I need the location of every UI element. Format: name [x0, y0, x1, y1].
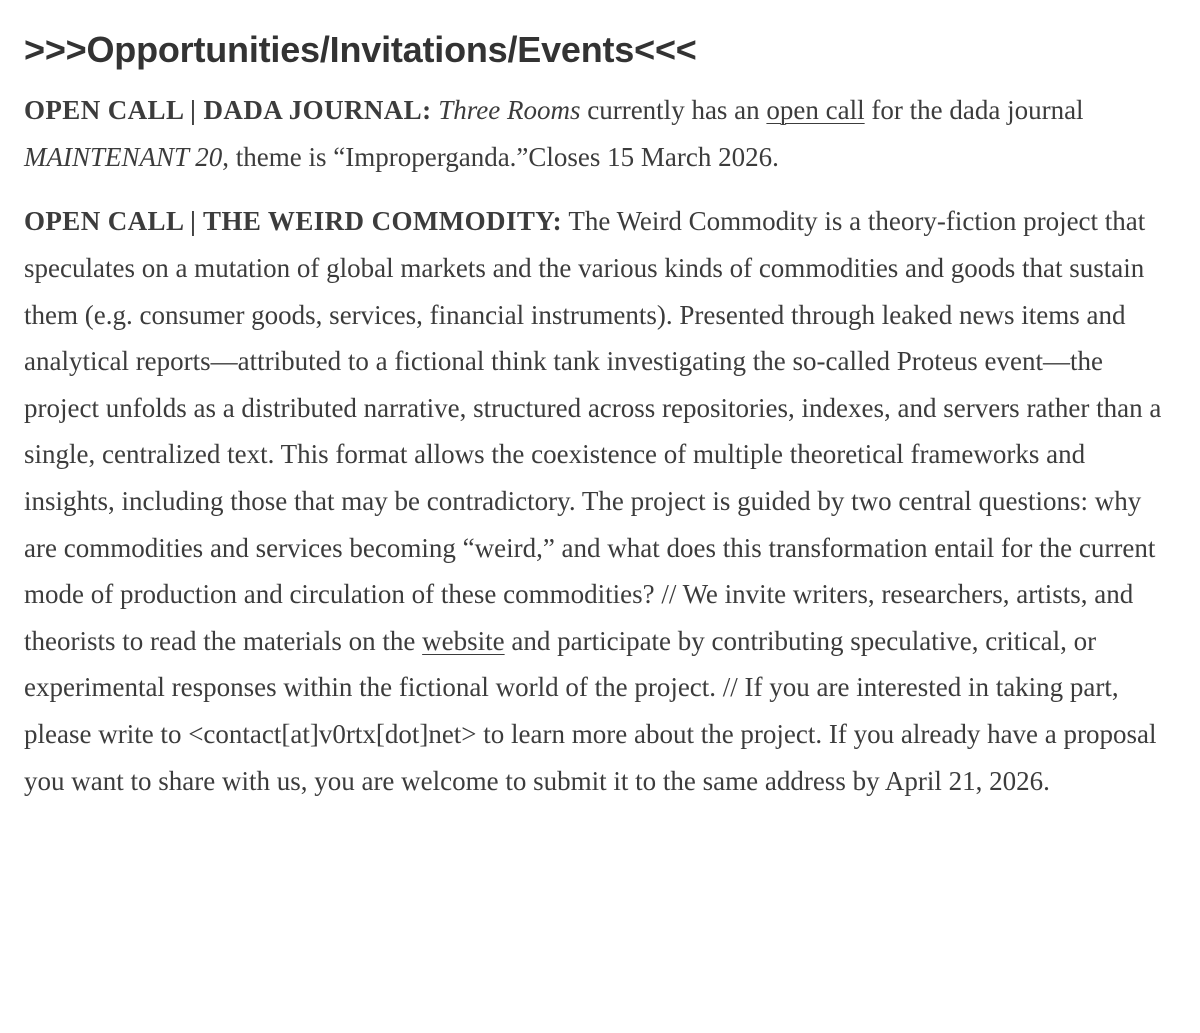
dada-text-1: currently has an	[580, 95, 767, 126]
three-rooms-title: Three Rooms	[438, 95, 581, 126]
website-link[interactable]: website	[422, 625, 505, 656]
weird-commodity-text-2: and participate by contributing speculative, critical, or experimental responses within the fictional world of the project. // If you are interested in taking part, please write to <contact[at]v0rtx[dot]net> to learn more about the project. If you already have a proposal you want to share with us, you are welcome to submit it to the same address by April 21, 2026.	[24, 625, 1157, 796]
dada-text-2: for the dada journal	[864, 95, 1084, 126]
dada-text-3: , theme is “Improperganda.”Closes 15 March 2026.	[222, 141, 779, 172]
weird-commodity-lead: OPEN CALL | THE WEIRD COMMODITY:	[24, 206, 563, 237]
weird-commodity-call	[24, 198, 1176, 804]
maintenant-title: MAINTENANT 20	[24, 141, 223, 172]
section-heading: >>>Opportunities/Invitations/Events<<<	[24, 29, 697, 70]
dada-journal-lead: OPEN CALL | DADA JOURNAL:	[24, 95, 432, 126]
weird-commodity-text-1: The Weird Commodity is a theory-fiction project that speculates on a mutation of global markets and the various kinds of commodities and goods that sustain them (e.g. consumer goods, services, financial instruments). Presented through leaked news items and analytical reports—attributed to a fictional think tank investigating the so-called Proteus event—the project unfolds as a distributed narrative, structured across repositories, indexes, and servers rather than a single, centralized text. This format allows the coexistence of multiple theoretical frameworks and insights, including those that may be contradictory. The project is guided by two central questions: why are commodities and services becoming “weird,” and what does this transformation entail for the current mode of production and circulation of these commodities? // We invite writers, researchers, artists, and theorists to read the materials on the	[24, 206, 1162, 656]
dada-journal-call	[24, 87, 1176, 180]
open-call-link[interactable]: open call	[766, 95, 865, 126]
